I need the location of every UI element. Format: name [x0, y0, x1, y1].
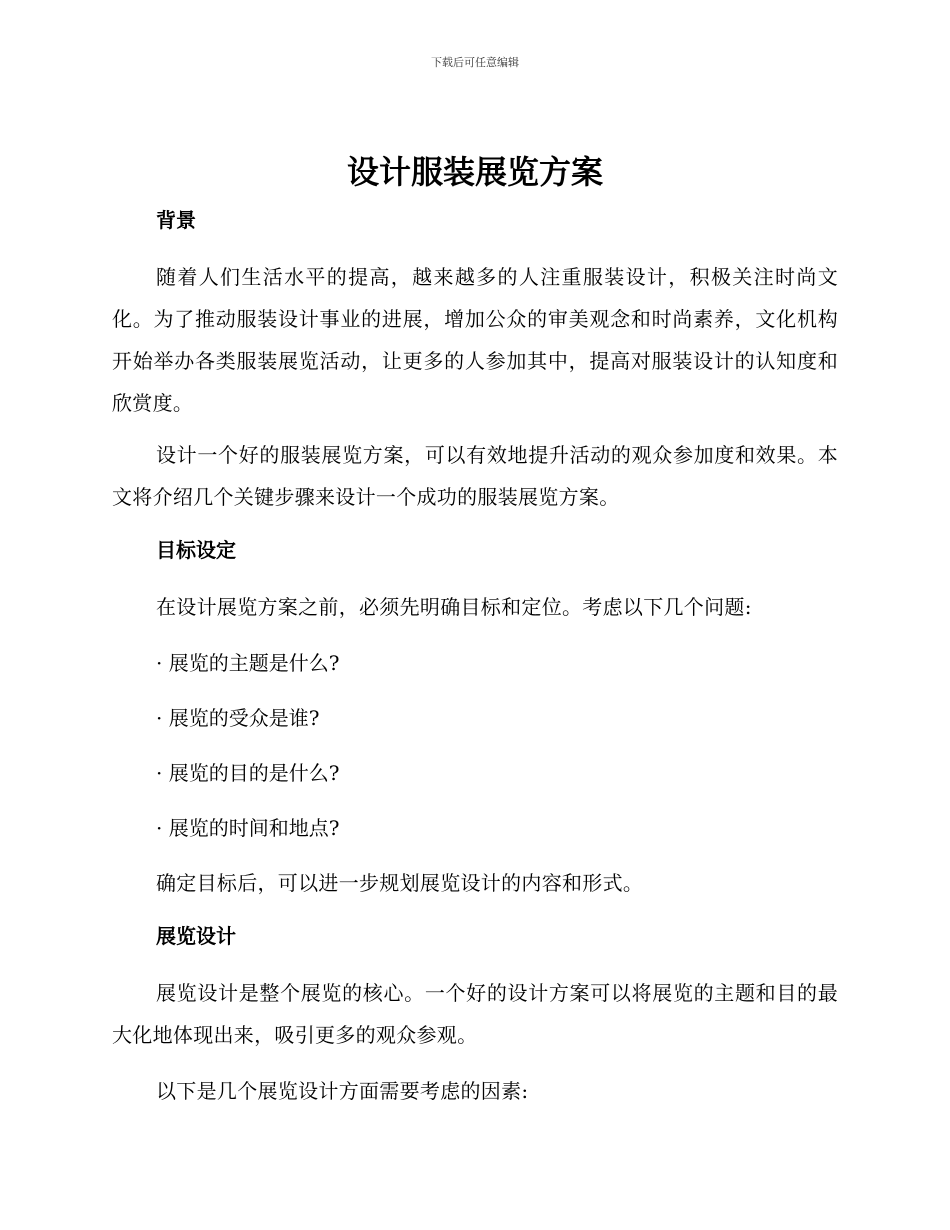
list-item: · 展览的主题是什么?: [156, 651, 340, 675]
paragraph: 在设计展览方案之前，必须先明确目标和定位。考虑以下几个问题:: [156, 595, 752, 619]
list-item: · 展览的时间和地点?: [156, 816, 340, 840]
paragraph: 确定目标后，可以进一步规划展览设计的内容和形式。: [156, 871, 644, 895]
list-item: · 展览的目的是什么?: [156, 761, 340, 785]
paragraph: 设计一个好的服装展览方案，可以有效地提升活动的观众参加度和效果。本文将介绍几个关键步骤来设计一个成功的服装展览方案。: [112, 443, 838, 509]
paragraph: 以下是几个展览设计方面需要考虑的因素:: [156, 1079, 529, 1103]
section-heading-background: 背景: [156, 208, 196, 232]
section-heading-design: 展览设计: [156, 924, 236, 948]
list-item: · 展览的受众是谁?: [156, 706, 320, 730]
section-heading-goal: 目标设定: [156, 538, 236, 562]
paragraph: 随着人们生活水平的提高，越来越多的人注重服装设计，积极关注时尚文化。为了推动服装设计事业的进展，增加公众的审美观念和时尚素养，文化机构开始举办各类服装展览活动，让更多的人参加其中，提高对服装设计的认知度和欣赏度。: [112, 265, 838, 415]
header-note: 下载后可任意编辑: [431, 56, 519, 69]
document-title: 设计服装展览方案: [346, 153, 603, 191]
paragraph: 展览设计是整个展览的核心。一个好的设计方案可以将展览的主题和目的最大化地体现出来，吸引更多的观众参观。: [112, 981, 838, 1047]
document-body: [112, 202, 838, 1122]
